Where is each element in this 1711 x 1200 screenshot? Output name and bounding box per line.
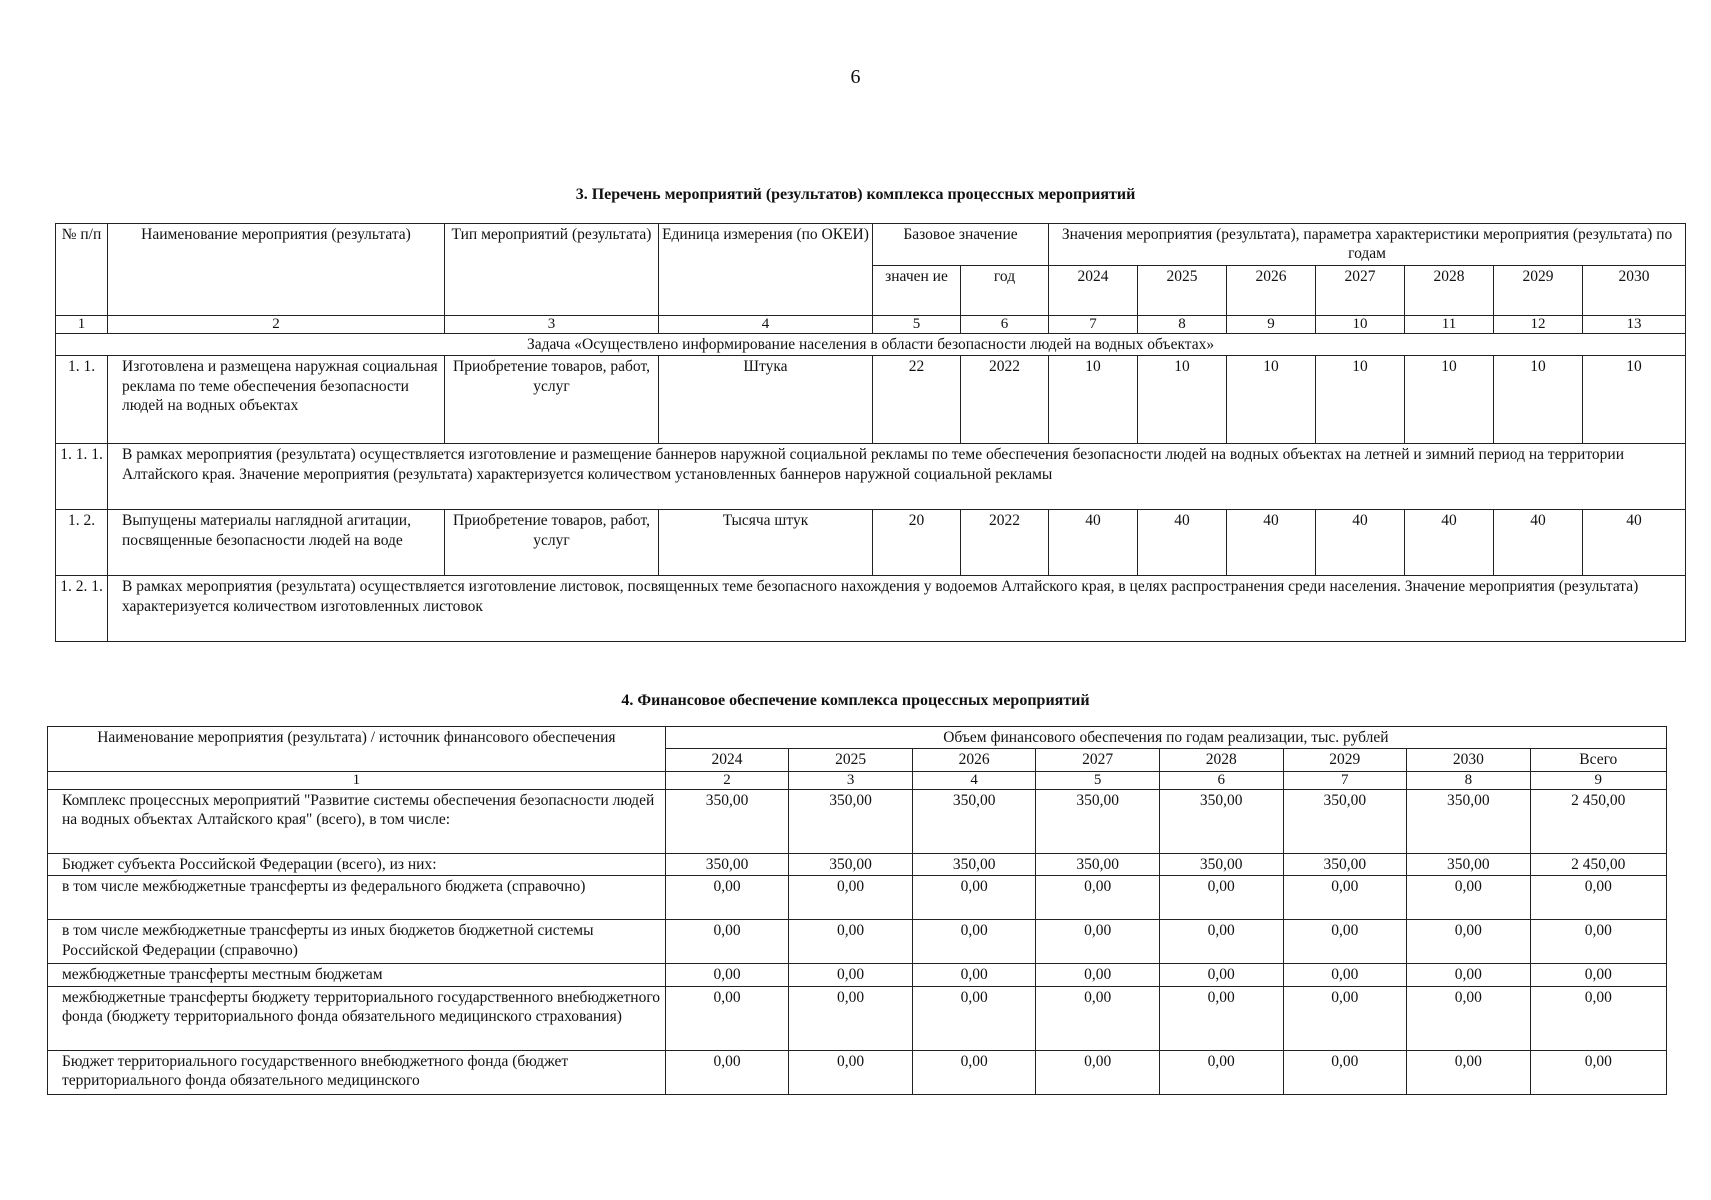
header-year: 2026 [1227,266,1316,316]
activity-type: Приобретение товаров, работ, услуг [445,356,659,444]
base-year: 2022 [961,510,1049,576]
year-value: 40 [1138,510,1227,576]
header-total: Всего [1530,749,1666,771]
header-base: Базовое значение [873,224,1049,266]
column-number-row [56,316,1686,334]
financing-row [48,876,1667,920]
row-number: 1. 1. 1. [56,444,108,510]
activity-type: Приобретение товаров, работ, услуг [445,510,659,576]
column-number: 4 [659,316,873,334]
financing-value: 0,00 [1283,986,1407,1050]
row-number: 1. 2. [56,510,108,576]
financing-value: 0,00 [912,986,1036,1050]
financing-value: 350,00 [1407,789,1531,853]
page-number: 6 [850,66,861,88]
column-number: 3 [445,316,659,334]
financing-value: 350,00 [1283,789,1407,853]
column-number: 8 [1407,771,1531,789]
column-number: 6 [961,316,1049,334]
row-number: 1. 1. [56,356,108,444]
column-number: 3 [789,771,913,789]
financing-row [48,986,1667,1050]
financing-value: 350,00 [665,789,789,853]
header-row-1 [56,224,1686,266]
header-year: 2030 [1583,266,1686,316]
activity-row [56,510,1686,576]
financing-value: 0,00 [1036,920,1160,964]
financing-value: 0,00 [912,964,1036,986]
financing-value: 0,00 [789,964,913,986]
task-row [56,334,1686,356]
financing-row [48,964,1667,986]
financing-total: 0,00 [1530,986,1666,1050]
financing-value: 350,00 [789,853,913,875]
header-type: Тип мероприятий (результата) [445,224,659,316]
financing-total: 0,00 [1530,876,1666,920]
header-year: 2028 [1405,266,1494,316]
financing-total: 2 450,00 [1530,789,1666,853]
financing-value: 0,00 [1407,876,1531,920]
financing-value: 0,00 [789,986,913,1050]
year-value: 40 [1405,510,1494,576]
financing-value: 0,00 [1036,876,1160,920]
financing-value: 0,00 [1159,1050,1283,1094]
row-number: 1. 2. 1. [56,576,108,642]
base-year: 2022 [961,356,1049,444]
column-number: 5 [1036,771,1160,789]
financing-value: 0,00 [1159,986,1283,1050]
column-number: 6 [1159,771,1283,789]
financing-row [48,853,1667,875]
financing-value: 0,00 [1283,920,1407,964]
column-number: 8 [1138,316,1227,334]
header-year: 2024 [1049,266,1138,316]
year-value: 10 [1405,356,1494,444]
column-number: 2 [665,771,789,789]
financing-value: 350,00 [1407,853,1531,875]
activity-name: Выпущены материалы наглядной агитации, посвященные безопасности людей на воде [108,510,445,576]
financing-value: 350,00 [1036,789,1160,853]
header-name: Наименование мероприятия (результата) [108,224,445,316]
column-number: 1 [48,771,666,789]
activity-description: В рамках мероприятия (результата) осуществляется изготовление листовок, посвященных теме безопасного нахождения у водоемов Алтайского края, в целях распространения среди населения. Значение мероприятия (результата) характеризуется количеством изготовленных листовок [108,576,1686,642]
column-number: 2 [108,316,445,334]
header-year: 2027 [1036,749,1160,771]
description-row [56,444,1686,510]
financing-value: 0,00 [912,876,1036,920]
financing-row [48,789,1667,853]
section-3-title: 3. Перечень мероприятий (результатов) комплекса процессных мероприятий [575,186,1136,203]
financing-source: в том числе межбюджетные трансферты из федерального бюджета (справочно) [48,876,666,920]
header-volume: Объем финансового обеспечения по годам реализации, тыс. рублей [665,727,1666,749]
financing-value: 0,00 [789,876,913,920]
activity-description: В рамках мероприятия (результата) осуществляется изготовление и размещение баннеров наружной социальной рекламы по теме обеспечения безопасности людей на водных объектах на летней и зимний период на территории Алтайского края. Значение мероприятия (результата) характеризуется количеством установленных баннеров наружной социальной рекламы [108,444,1686,510]
header-num: № п/п [56,224,108,316]
financing-value: 0,00 [789,1050,913,1094]
column-number: 7 [1283,771,1407,789]
year-value: 10 [1583,356,1686,444]
financing-value: 350,00 [665,853,789,875]
header-year: 2026 [912,749,1036,771]
header-year: 2025 [789,749,913,771]
financing-value: 350,00 [1036,853,1160,875]
financing-value: 0,00 [1036,1050,1160,1094]
column-number: 5 [873,316,961,334]
year-value: 10 [1227,356,1316,444]
financing-value: 350,00 [1159,789,1283,853]
header-unit: Единица измерения (по ОКЕИ) [659,224,873,316]
financing-total: 0,00 [1530,1050,1666,1094]
column-number: 7 [1049,316,1138,334]
financing-value: 350,00 [912,853,1036,875]
financing-value: 0,00 [1159,920,1283,964]
column-number: 1 [56,316,108,334]
header-year: 2025 [1138,266,1227,316]
header-year: 2029 [1494,266,1583,316]
year-value: 10 [1494,356,1583,444]
year-value: 40 [1316,510,1405,576]
activities-table [55,223,1686,642]
activity-unit: Штука [659,356,873,444]
financing-value: 0,00 [1407,1050,1531,1094]
column-number: 9 [1530,771,1666,789]
column-number: 4 [912,771,1036,789]
financing-source: Бюджет территориального государственного внебюджетного фонда (бюджет территориального фонда обязательного медицинского [48,1050,666,1094]
financing-total: 2 450,00 [1530,853,1666,875]
year-value: 10 [1049,356,1138,444]
financing-value: 0,00 [665,920,789,964]
header-year: 2024 [665,749,789,771]
financing-value: 350,00 [1159,853,1283,875]
financing-row [48,1050,1667,1094]
year-value: 40 [1583,510,1686,576]
financing-value: 0,00 [665,986,789,1050]
financing-value: 0,00 [1407,920,1531,964]
header-base-year: год [961,266,1049,316]
financing-source: Бюджет субъекта Российской Федерации (всего), из них: [48,853,666,875]
financing-value: 0,00 [1036,986,1160,1050]
header-year: 2029 [1283,749,1407,771]
financing-value: 0,00 [912,920,1036,964]
section-4-title: 4. Финансовое обеспечение комплекса процессных мероприятий [621,692,1090,709]
financing-source: в том числе межбюджетные трансферты из иных бюджетов бюджетной системы Российской Федерации (справочно) [48,920,666,964]
column-number: 9 [1227,316,1316,334]
header-year: 2030 [1407,749,1531,771]
column-number: 11 [1405,316,1494,334]
financing-value: 0,00 [1283,1050,1407,1094]
financing-value: 350,00 [1283,853,1407,875]
financing-source: межбюджетные трансферты местным бюджетам [48,964,666,986]
base-value: 20 [873,510,961,576]
financing-total: 0,00 [1530,920,1666,964]
financing-value: 350,00 [789,789,913,853]
financing-value: 0,00 [1036,964,1160,986]
financing-value: 0,00 [912,1050,1036,1094]
year-value: 10 [1138,356,1227,444]
year-value: 10 [1316,356,1405,444]
activity-unit: Тысяча штук [659,510,873,576]
financing-value: 0,00 [789,920,913,964]
task-cell: Задача «Осуществлено информирование населения в области безопасности людей на водных объектах» [56,334,1686,356]
column-number-row [48,771,1667,789]
financing-value: 0,00 [665,964,789,986]
financing-source: Комплекс процессных мероприятий "Развитие системы обеспечения безопасности людей на водных объектах Алтайского края" (всего), в том числе: [48,789,666,853]
year-value: 40 [1049,510,1138,576]
financing-value: 0,00 [1159,876,1283,920]
header-name: Наименование мероприятия (результата) / источник финансового обеспечения [48,727,666,772]
column-number: 12 [1494,316,1583,334]
column-number: 10 [1316,316,1405,334]
financing-value: 0,00 [1407,964,1531,986]
financing-value: 0,00 [1159,964,1283,986]
activity-name: Изготовлена и размещена наружная социальная реклама по теме обеспечения безопасности людей на водных объектах [108,356,445,444]
financing-table [47,726,1667,1095]
header-values-by-year: Значения мероприятия (результата), параметра характеристики мероприятия (результата) по годам [1049,224,1686,266]
header-year: 2027 [1316,266,1405,316]
activity-row [56,356,1686,444]
financing-row [48,920,1667,964]
column-number: 13 [1583,316,1686,334]
financing-total: 0,00 [1530,964,1666,986]
description-row [56,576,1686,642]
financing-value: 0,00 [1283,876,1407,920]
financing-value: 0,00 [1407,986,1531,1050]
year-value: 40 [1494,510,1583,576]
year-value: 40 [1227,510,1316,576]
financing-source: межбюджетные трансферты бюджету территориального государственного внебюджетного фонда (бюджету территориального фонда обязательного медицинского страхования) [48,986,666,1050]
financing-value: 0,00 [665,876,789,920]
header-row-1 [48,727,1667,749]
base-value: 22 [873,356,961,444]
financing-value: 0,00 [1283,964,1407,986]
header-year: 2028 [1159,749,1283,771]
financing-value: 350,00 [912,789,1036,853]
header-base-value: значен ие [873,266,961,316]
financing-value: 0,00 [665,1050,789,1094]
